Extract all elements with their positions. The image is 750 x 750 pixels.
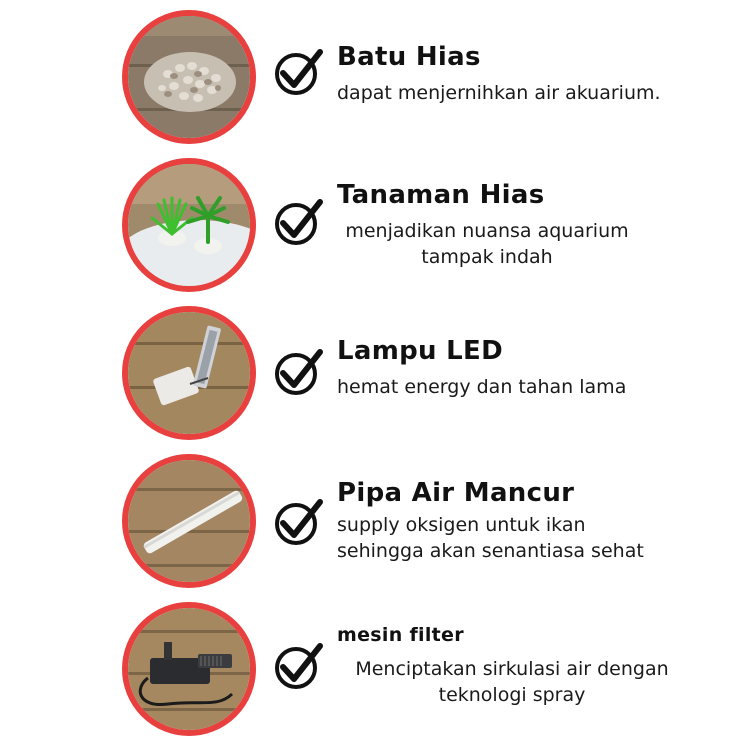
feature-row-mesin-filter <box>0 600 750 740</box>
item-title: Pipa Air Mancur <box>337 478 575 508</box>
item-description: menjadikan nuansa aquarium tampak indah <box>345 220 629 268</box>
item-title: mesin filter <box>337 624 464 646</box>
checkmark-icon <box>272 640 324 692</box>
item-description: dapat menjernihkan air akuarium. <box>337 82 661 104</box>
filter-machine-photo <box>122 602 256 736</box>
pebbles-photo <box>122 10 256 144</box>
plants-photo <box>122 158 256 292</box>
feature-row-lampu-led <box>0 300 750 440</box>
checkmark-icon <box>272 196 324 248</box>
checkmark-icon <box>272 346 324 398</box>
fountain-pipe-photo <box>122 454 256 588</box>
item-description: Menciptakan sirkulasi air dengan teknologi spray <box>355 658 669 706</box>
checkmark-icon <box>272 46 324 98</box>
led-lamp-photo <box>122 306 256 440</box>
item-title: Tanaman Hias <box>337 180 545 210</box>
feature-row-batu-hias <box>0 0 750 140</box>
feature-row-pipa-air-mancur <box>0 450 750 590</box>
item-description: supply oksigen untuk ikan sehingga akan senantiasa sehat <box>337 514 644 562</box>
item-description: hemat energy dan tahan lama <box>337 376 627 398</box>
item-title: Batu Hias <box>337 42 481 72</box>
item-title: Lampu LED <box>337 336 503 366</box>
checkmark-icon <box>272 496 324 548</box>
feature-row-tanaman-hias <box>0 150 750 290</box>
